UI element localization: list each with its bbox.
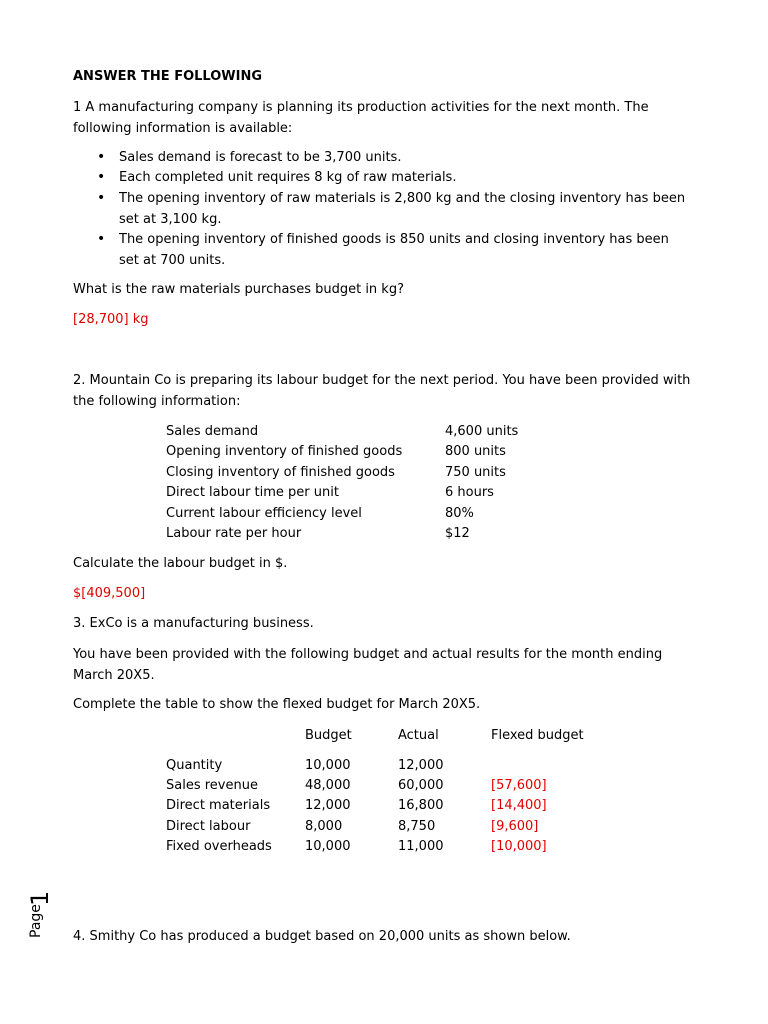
flexed-cell: [14,400] — [491, 798, 547, 813]
actual-cell: 12,000 — [398, 758, 444, 773]
flexed-cell: [9,600] — [491, 819, 539, 834]
row-label: Direct labour time per unit — [166, 485, 339, 500]
budget-cell: 10,000 — [305, 758, 351, 773]
q2-intro: 2. Mountain Co is preparing its labour budget for the next period. You have been provided with the following information: — [73, 373, 691, 409]
row-value: 80% — [445, 506, 474, 521]
budget-cell: 12,000 — [305, 798, 351, 813]
q1-answer: [28,700] kg — [73, 312, 149, 327]
page-label: Page — [28, 904, 44, 938]
column-header: Actual — [398, 728, 439, 743]
row-value: $12 — [445, 526, 470, 541]
q3-context: You have been provided with the following budget and actual results for the month ending March 20X5. — [73, 647, 663, 683]
q1-bullet-1: Sales demand is forecast to be 3,700 units. — [119, 150, 402, 165]
row-label: Direct materials — [166, 798, 271, 813]
actual-cell: 11,000 — [398, 839, 444, 854]
row-label: Labour rate per hour — [166, 526, 302, 541]
row-label: Fixed overheads — [166, 839, 272, 854]
document-heading: ANSWER THE FOLLOWING — [73, 69, 263, 84]
q3-instruction: Complete the table to show the flexed budget for March 20X5. — [73, 697, 481, 712]
q1-bullet-3: The opening inventory of raw materials is 2,800 kg and the closing inventory has been set at 3,100 kg. — [119, 191, 686, 227]
q1-intro: 1 A manufacturing company is planning its production activities for the next month. The following information is available: — [73, 100, 649, 136]
row-label: Closing inventory of finished goods — [166, 465, 395, 480]
row-value: 750 units — [445, 465, 506, 480]
row-label: Sales revenue — [166, 778, 258, 793]
q2-answer: $[409,500] — [73, 586, 146, 601]
row-label: Opening inventory of finished goods — [166, 444, 403, 459]
row-label: Direct labour — [166, 819, 251, 834]
bullet-marker: • — [97, 149, 106, 165]
q1-bullet-2: Each completed unit requires 8 kg of raw materials. — [119, 170, 457, 185]
row-label: Quantity — [166, 758, 223, 773]
flexed-cell: [57,600] — [491, 778, 547, 793]
flexed-cell: [10,000] — [491, 839, 547, 854]
column-header: Budget — [305, 728, 352, 743]
row-value: 4,600 units — [445, 424, 519, 439]
row-value: 800 units — [445, 444, 506, 459]
bullet-marker: • — [97, 169, 106, 185]
budget-cell: 48,000 — [305, 778, 351, 793]
q1-question: What is the raw materials purchases budget in kg? — [73, 282, 404, 297]
budget-cell: 10,000 — [305, 839, 351, 854]
q1-bullet-4: The opening inventory of finished goods is 850 units and closing inventory has been set at 700 units. — [119, 232, 669, 268]
row-label: Current labour efficiency level — [166, 506, 362, 521]
q2-question: Calculate the labour budget in $. — [73, 556, 288, 571]
row-value: 6 hours — [445, 485, 494, 500]
q4-intro: 4. Smithy Co has produced a budget based on 20,000 units as shown below. — [73, 929, 571, 944]
actual-cell: 16,800 — [398, 798, 444, 813]
actual-cell: 60,000 — [398, 778, 444, 793]
bullet-marker: • — [97, 190, 106, 206]
column-header: Flexed budget — [491, 728, 584, 743]
actual-cell: 8,750 — [398, 819, 436, 834]
budget-cell: 8,000 — [305, 819, 343, 834]
page-number: 1 — [26, 890, 54, 906]
q3-intro: 3. ExCo is a manufacturing business. — [73, 616, 314, 631]
row-label: Sales demand — [166, 424, 259, 439]
bullet-marker: • — [97, 231, 106, 247]
